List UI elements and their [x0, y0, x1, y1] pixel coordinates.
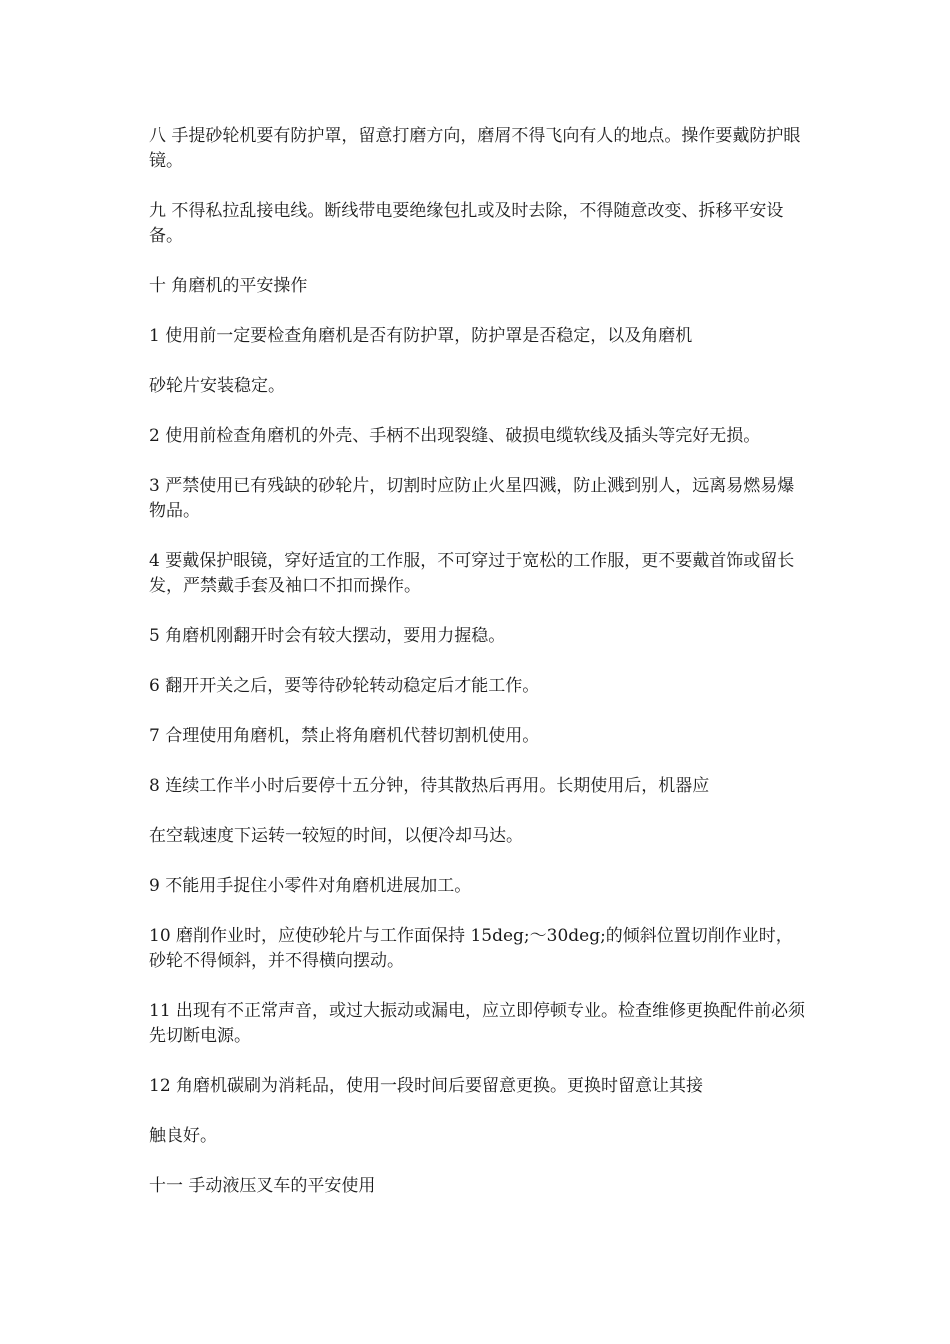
paragraph-item-6: 6 翻开开关之后，要等待砂轮转动稳定后才能工作。	[149, 676, 540, 696]
paragraph-item-12: 12 角磨机碳刷为消耗品，使用一段时间后要留意更换。更换时留意让其接	[149, 1076, 704, 1096]
paragraph-item-12-continued: 触良好。	[149, 1126, 217, 1146]
paragraph-item-11: 11 出现有不正常声音，或过大振动或漏电，应立即停顿专业。检查维修更换配件前必须先切断电源。	[149, 1001, 806, 1046]
paragraph-item-3: 3 严禁使用已有残缺的砂轮片，切割时应防止火星四溅，防止溅到别人，远离易燃易爆物品。	[149, 476, 795, 521]
document-body	[149, 124, 809, 1224]
paragraph-item-9: 9 不能用手捉住小零件对角磨机进展加工。	[149, 876, 472, 896]
paragraph-item-8-continued: 在空载速度下运转一较短的时间，以便冷却马达。	[149, 826, 523, 846]
paragraph-item-2: 2 使用前检查角磨机的外壳、手柄不出现裂缝、破损电缆软线及插头等完好无损。	[149, 426, 761, 446]
section-heading-10: 十 角磨机的平安操作	[149, 276, 308, 296]
paragraph-section-8: 八 手提砂轮机要有防护罩，留意打磨方向，磨屑不得飞向有人的地点。操作要戴防护眼镜。	[149, 126, 801, 171]
paragraph-section-9: 九 不得私拉乱接电线。断线带电要绝缘包扎或及时去除，不得随意改变、拆移平安设备。	[149, 201, 784, 246]
paragraph-item-1: 1 使用前一定要检查角磨机是否有防护罩，防护罩是否稳定，以及角磨机	[149, 326, 693, 346]
paragraph-item-5: 5 角磨机刚翻开时会有较大摆动，要用力握稳。	[149, 626, 506, 646]
paragraph-item-7: 7 合理使用角磨机，禁止将角磨机代替切割机使用。	[149, 726, 540, 746]
paragraph-item-10: 10 磨削作业时，应使砂轮片与工作面保持 15deg;～30deg;的倾斜位置切削作业时，砂轮不得倾斜，并不得横向摆动。	[149, 926, 793, 971]
paragraph-item-4: 4 要戴保护眼镜，穿好适宜的工作服，不可穿过于宽松的工作服，更不要戴首饰或留长发，严禁戴手套及袖口不扣而操作。	[149, 551, 795, 596]
paragraph-item-1-continued: 砂轮片安装稳定。	[149, 376, 285, 396]
section-heading-11: 十一 手动液压叉车的平安使用	[149, 1176, 376, 1196]
paragraph-item-8: 8 连续工作半小时后要停十五分钟，待其散热后再用。长期使用后，机器应	[149, 776, 710, 796]
